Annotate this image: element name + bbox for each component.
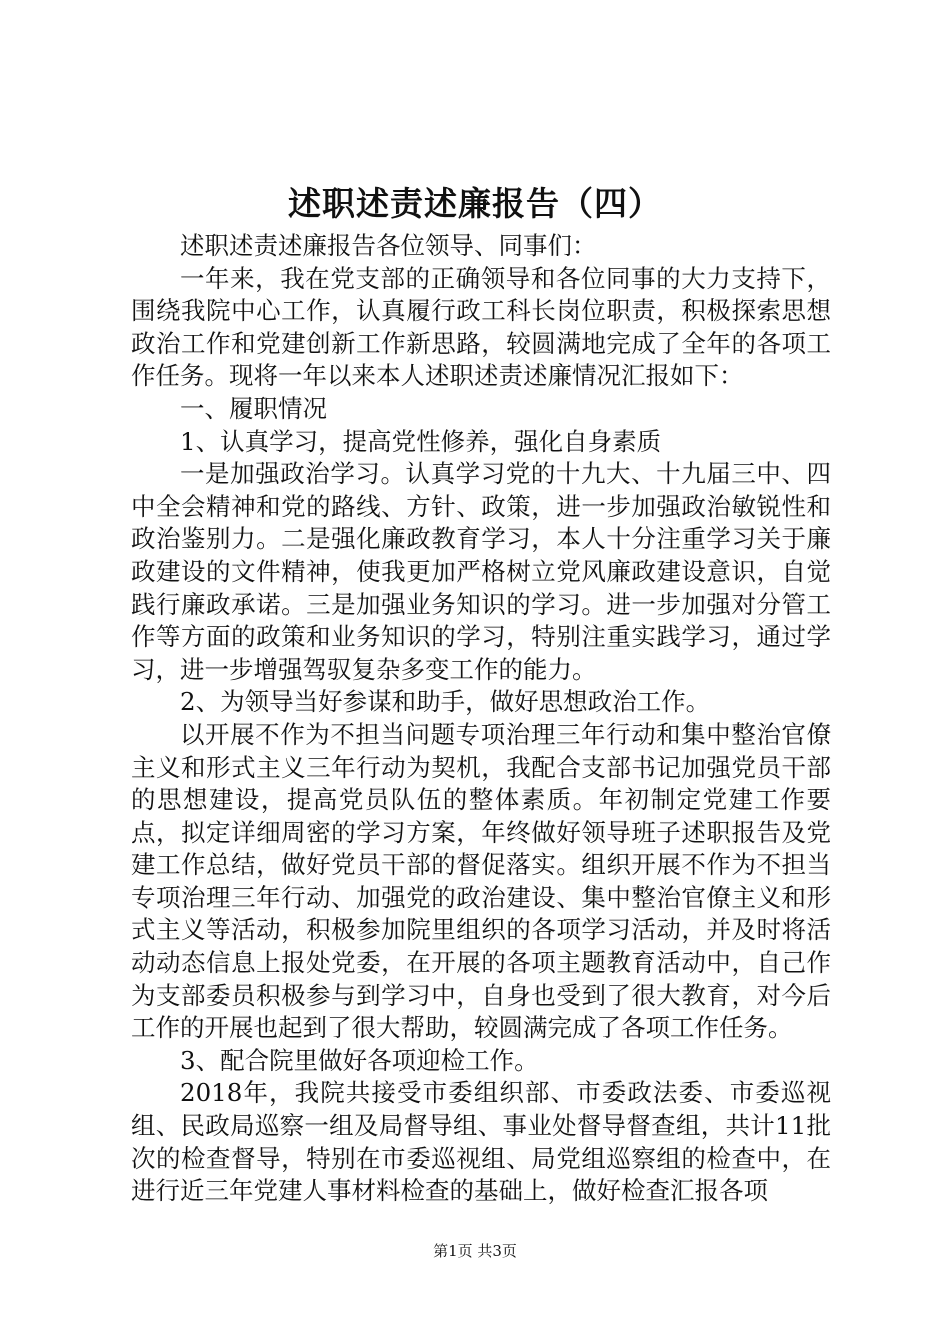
body-paragraph: 以开展不作为不担当问题专项治理三年行动和集中整治官僚主义和形式主义三年行动为契机，我配合支部书记加强党员干部的思想建设，提高党员队伍的整体素质。年初制定党建工作要点，拟定详细周密的学习方案，年终做好领导班子述职报告及党建工作总结，做好党员干部的督促落实。组织开展不作为不担当专项治理三年行动、加强党的政治建设、集中整治官僚主义和形式主义等活动，积极参加院里组织的各项学习活动，并及时将活动动态信息上报处党委，在开展的各项主题教育活动中，自己作为支部委员积极参与到学习中，自身也受到了很大教育，对今后工作的开展也起到了很大帮助，较圆满完成了各项工作任务。	[131, 719, 831, 1043]
intro-paragraph: 一年来，我在党支部的正确领导和各位同事的大力支持下，围绕我院中心工作，认真履行政工科长岗位职责，积极探索思想政治工作和党建创新工作新思路，较圆满地完成了全年的各项工作任务。现将一年以来本人述职述责述廉情况汇报如下：	[131, 263, 831, 391]
document-title: 述职述责述廉报告（四）	[288, 184, 662, 223]
body-paragraph: 一是加强政治学习。认真学习党的十九大、十九届三中、四中全会精神和党的路线、方针、政策，进一步加强政治敏锐性和政治鉴别力。二是强化廉政教育学习，本人十分注重学习关于廉政建设的文件精神，使我更加严格树立党风廉政建设意识，自觉践行廉政承诺。三是加强业务知识的学习。进一步加强对分管工作等方面的政策和业务知识的学习，特别注重实践学习，通过学习，进一步增强驾驭复杂多变工作的能力。	[131, 459, 831, 684]
subsection-heading-3: 3、配合院里做好各项迎检工作。	[180, 1045, 539, 1075]
section-heading: 一、履职情况	[180, 393, 327, 423]
subsection-heading-1: 1、认真学习，提高党性修养，强化自身素质	[180, 426, 662, 456]
subsection-heading-2: 2、为领导当好参谋和助手，做好思想政治工作。	[180, 687, 711, 717]
salutation-paragraph: 述职述责述廉报告各位领导、同事们：	[180, 231, 597, 260]
document-body	[131, 230, 831, 1208]
page-number-footer: 第1页 共3页	[433, 1242, 517, 1260]
body-paragraph: 2018年，我院共接受市委组织部、市委政法委、市委巡视组、民政局巡察一组及局督导组、事业处督导督查组，共计11批次的检查督导，特别在市委巡视组、局党组巡察组的检查中，在进行近三年党建人事材料检查的基础上，做好检查汇报各项	[131, 1078, 831, 1206]
